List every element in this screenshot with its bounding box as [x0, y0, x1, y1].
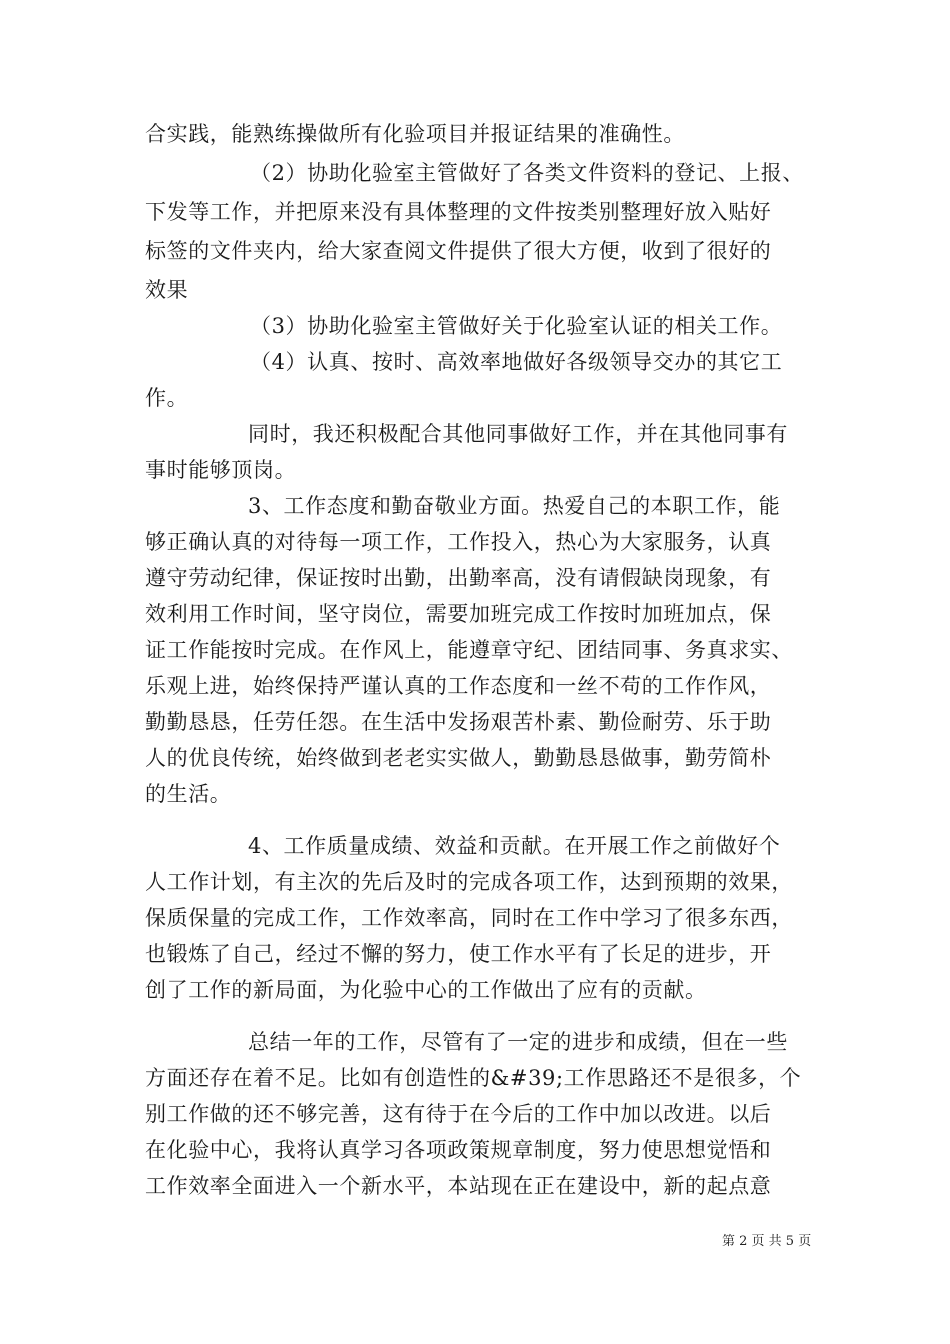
page-number: 第 2 页 共 5 页 [722, 1234, 812, 1249]
text-line: 效果 [145, 278, 189, 302]
text-line: 下发等工作，并把原来没有具体整理的文件按类别整理好放入贴好 [145, 200, 772, 224]
text-line: 作。 [145, 386, 189, 410]
text-line: 总结一年的工作，尽管有了一定的进步和成绩，但在一些 [248, 1030, 788, 1054]
text-line: 的生活。 [145, 782, 232, 806]
text-line: 别工作做的还不够完善，这有待于在今后的工作中加以改进。以后 [145, 1102, 772, 1126]
text-line: （2）协助化验室主管做好了各类文件资料的登记、上报、 [250, 161, 804, 185]
text-line: 合实践，能熟练操做所有化验项目并报证结果的准确性。 [145, 122, 685, 146]
text-line: 4、工作质量成绩、效益和贡献。在开展工作之前做好个 [248, 834, 781, 858]
text-line: 3、工作态度和勤奋敬业方面。热爱自己的本职工作，能 [248, 494, 781, 518]
text-line: 保质保量的完成工作，工作效率高，同时在工作中学习了很多东西， [145, 906, 793, 930]
text-line: 也锻炼了自己，经过不懈的努力，使工作水平有了长足的进步，开 [145, 942, 772, 966]
text-line: （3）协助化验室主管做好关于化验室认证的相关工作。 [250, 314, 783, 338]
text-line: 人工作计划，有主次的先后及时的完成各项工作，达到预期的效果， [145, 870, 793, 894]
text-line: 工作效率全面进入一个新水平，本站现在正在建设中，新的起点意 [145, 1174, 772, 1198]
text-line: 创了工作的新局面，为化验中心的工作做出了应有的贡献。 [145, 978, 707, 1002]
text-line: 够正确认真的对待每一项工作，工作投入，热心为大家服务，认真 [145, 530, 772, 554]
text-line: 遵守劳动纪律，保证按时出勤，出勤率高，没有请假缺岗现象，有 [145, 566, 772, 590]
text-line: 人的优良传统，始终做到老老实实做人，勤勤恳恳做事，勤劳简朴 [145, 746, 772, 770]
text-line: 事时能够顶岗。 [145, 458, 297, 482]
text-line: 证工作能按时完成。在作风上，能遵章守纪、团结同事、务真求实、 [145, 638, 793, 662]
text-line: 勤勤恳恳，任劳任怨。在生活中发扬艰苦朴素、勤俭耐劳、乐于助 [145, 710, 772, 734]
text-line: 标签的文件夹内，给大家查阅文件提供了很大方便，收到了很好的 [145, 239, 772, 263]
text-line: 乐观上进，始终保持严谨认真的工作态度和一丝不苟的工作作风， [145, 674, 772, 698]
text-line: 方面还存在着不足。比如有创造性的&#39;工作思路还不是很多，个 [145, 1066, 802, 1090]
text-line: 同时，我还积极配合其他同事做好工作，并在其他同事有 [248, 422, 788, 446]
text-line: （4）认真、按时、高效率地做好各级领导交办的其它工 [250, 350, 783, 374]
text-line: 在化验中心，我将认真学习各项政策规章制度，努力使思想觉悟和 [145, 1138, 772, 1162]
text-line: 效利用工作时间，坚守岗位，需要加班完成工作按时加班加点，保 [145, 602, 772, 626]
